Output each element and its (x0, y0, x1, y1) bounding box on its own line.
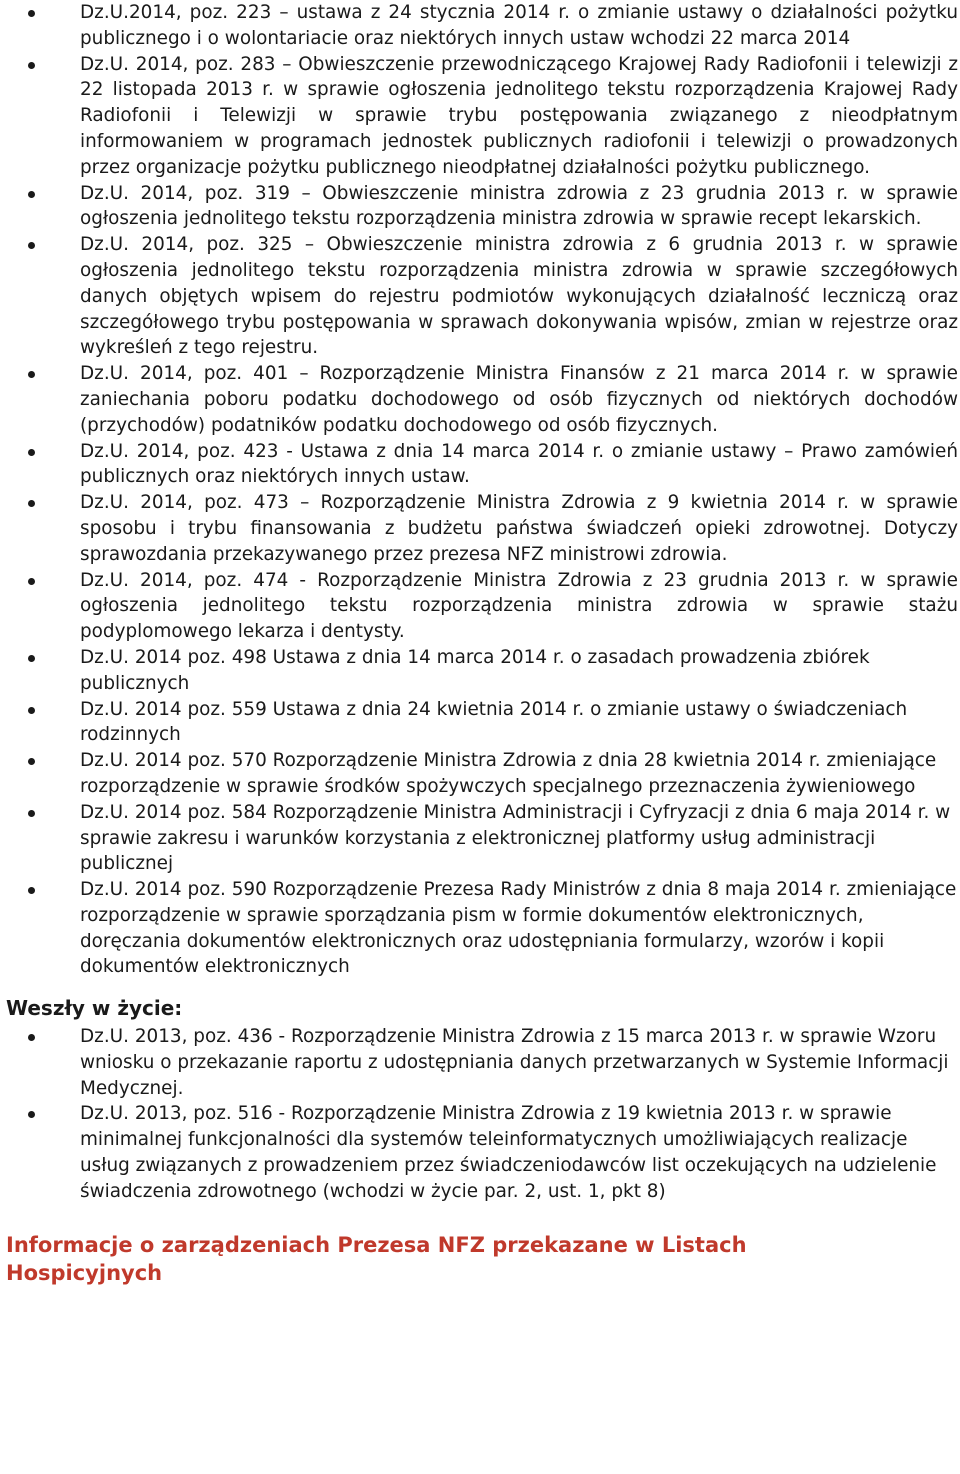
list-item-text: Dz.U. 2014 poz. 590 Rozporządzenie Prezesa Rady Ministrów z dnia 8 maja 2014 r. zmieniające rozporządzenie w sprawie sporządzania pism w formie dokumentów elektronicznych, doręczania dokumentów elektronicznych oraz udostępniania formularzy, wzorów i kopii dokumentów elektronicznych (80, 879, 957, 978)
bullet-icon (28, 655, 35, 662)
list-item (0, 1024, 960, 1101)
bullet-icon (28, 810, 35, 817)
section-heading-in-force: Weszły w życie: (6, 996, 183, 1021)
bullet-icon (28, 500, 35, 507)
list-item (0, 645, 960, 697)
list-item-text: Dz.U. 2014 poz. 498 Ustawa z dnia 14 marca 2014 r. o zasadach prowadzenia zbiórek publicznych (80, 646, 870, 694)
bullet-icon (28, 449, 35, 456)
list-item (0, 568, 960, 645)
list-item (0, 52, 960, 181)
list-item-text: Dz.U. 2013, poz. 516 - Rozporządzenie Ministra Zdrowia z 19 kwietnia 2013 r. w sprawie minimalnej funkcjonalności dla systemów teleinformatycznych umożliwiających realizacje usług związanych z prowadzeniem przez świadczeniodawców list oczekujących na udzielenie świadczenia zdrowotnego (wchodzi w życie par. 2, ust. 1, pkt 8) (80, 1103, 937, 1202)
list-item-text: Dz.U. 2014 poz. 570 Rozporządzenie Ministra Zdrowia z dnia 28 kwietnia 2014 r. zmieniające rozporządzenie w sprawie środków spożywczych specjalnego przeznaczenia żywieniowego (80, 750, 937, 797)
footer-heading: Informacje o zarządzeniach Prezesa NFZ przekazane w Listach Hospicyjnych (6, 1232, 747, 1285)
list-item-text: Dz.U. 2014, poz. 283 – Obwieszczenie przewodniczącego Krajowej Rady Radiofonii i telewizji z 22 listopada 2013 r. w sprawie ogłoszenia jednolitego tekstu rozporządzenia Krajowej Rady Radiofonii i Telewizji w sprawie trybu postępowania związanego z nieodpłatnym informowaniem w programach jednostek publicznych radiofonii i telewizji o prowadzonych przez organizacje pożytku publicznego nieodpłatnej działalności pożytku publicznego. (80, 53, 958, 178)
list-item-text: Dz.U.2014, poz. 223 – ustawa z 24 stycznia 2014 r. o zmianie ustawy o działalności pożytku publicznego i o wolontariacie oraz niektórych innych ustaw wchodzi 22 marca 2014 (80, 2, 958, 49)
list-item (0, 1101, 960, 1204)
list-item (0, 361, 960, 438)
bullet-icon (28, 758, 35, 765)
list-item (0, 0, 960, 52)
list-item-text: Dz.U. 2014 poz. 559 Ustawa z dnia 24 kwietnia 2014 r. o zmianie ustawy o świadczeniach rodzinnych (80, 698, 908, 746)
list-item (0, 181, 960, 233)
list-item-text: Dz.U. 2014 poz. 584 Rozporządzenie Ministra Administracji i Cyfryzacji z dnia 6 maja 2014 r. w sprawie zakresu i warunków korzystania z elektronicznej platformy usług administracji publicznej (80, 801, 951, 875)
list-item (0, 748, 960, 800)
bullet-icon (28, 371, 35, 378)
in-force-list (0, 1024, 960, 1205)
bullet-icon (28, 62, 35, 69)
list-item-text: Dz.U. 2014, poz. 401 – Rozporządzenie Ministra Finansów z 21 marca 2014 r. w sprawie zaniechania poboru podatku dochodowego od osób fizycznych od niektórych dochodów (przychodów) podatników podatku dochodowego od osób fizycznych. (80, 363, 958, 436)
bullet-icon (28, 1111, 35, 1118)
list-item-text: Dz.U. 2013, poz. 436 - Rozporządzenie Ministra Zdrowia z 15 marca 2013 r. w sprawie Wzoru wniosku o przekazanie raportu z udostępniania danych przetwarzanych w Systemie Informacji Medycznej. (80, 1026, 949, 1099)
list-item (0, 877, 960, 980)
list-item (0, 232, 960, 361)
bullet-icon (28, 10, 35, 17)
bullet-icon (28, 1034, 35, 1041)
bullet-icon (28, 707, 35, 714)
bullet-icon (28, 242, 35, 249)
list-item-text: Dz.U. 2014, poz. 473 – Rozporządzenie Ministra Zdrowia z 9 kwietnia 2014 r. w sprawie sposobu i trybu finansowania z budżetu państwa świadczeń opieki zdrowotnej. Dotyczy sprawozdania przekazywanego przez prezesa NFZ ministrowi zdrowia. (80, 492, 958, 565)
bullet-icon (28, 887, 35, 894)
list-item (0, 697, 960, 749)
list-item (0, 439, 960, 491)
bullet-icon (28, 191, 35, 198)
list-item-text: Dz.U. 2014, poz. 423 - Ustawa z dnia 14 marca 2014 r. o zmianie ustawy – Prawo zamówień publicznych oraz niektórych innych ustaw. (80, 440, 958, 488)
list-item (0, 800, 960, 877)
list-item-text: Dz.U. 2014, poz. 325 – Obwieszczenie ministra zdrowia z 6 grudnia 2013 r. w sprawie ogłoszenia jednolitego tekstu rozporządzenia ministra zdrowia w sprawie szczegółowych danych objętych wpisem do rejestru podmiotów wykonujących działalność leczniczą oraz szczegółowego trybu postępowania w sprawach dokonywania wpisów, zmian w rejestrze oraz wykreśleń z tego rejestru. (80, 234, 958, 359)
list-item (0, 490, 960, 567)
bullet-icon (28, 578, 35, 585)
list-item-text: Dz.U. 2014, poz. 474 - Rozporządzenie Ministra Zdrowia z 23 grudnia 2013 r. w sprawie ogłoszenia jednolitego tekstu rozporządzenia ministra zdrowia w sprawie stażu podyplomowego lekarza i dentysty. (80, 569, 958, 643)
list-item-text: Dz.U. 2014, poz. 319 – Obwieszczenie ministra zdrowia z 23 grudnia 2013 r. w sprawie ogłoszenia jednolitego tekstu rozporządzenia ministra zdrowia w sprawie recept lekarskich. (80, 182, 958, 230)
